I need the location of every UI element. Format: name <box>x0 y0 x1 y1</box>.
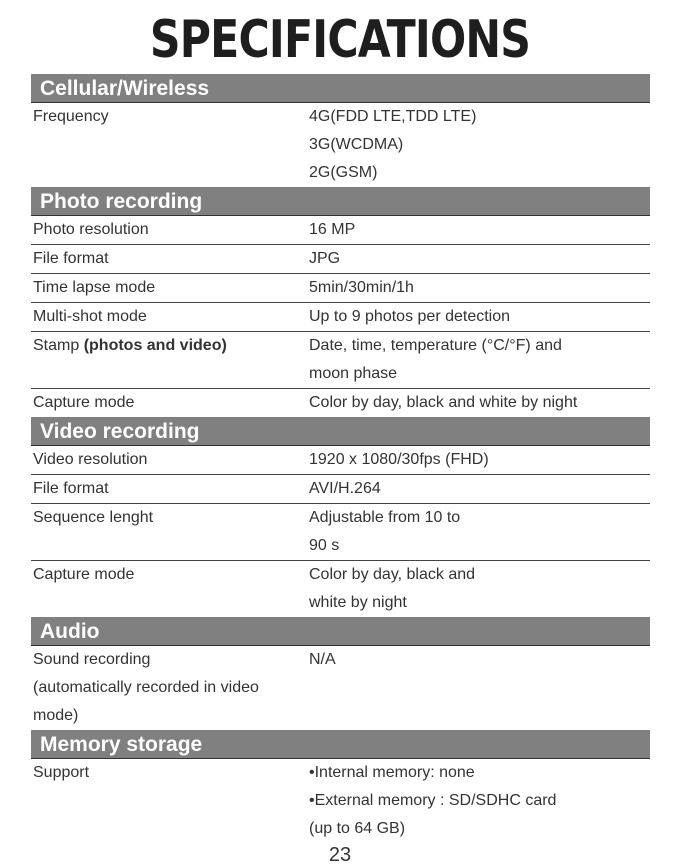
spec-value-line: Color by day, black and <box>309 566 476 583</box>
spec-value <box>309 332 650 388</box>
spec-value-line: moon phase <box>309 365 398 382</box>
spec-value-line: 3G(WCDMA) <box>309 136 404 153</box>
spec-row-frequency <box>31 103 650 187</box>
spec-row-support <box>31 759 650 843</box>
spec-value: 16 MP <box>309 221 356 238</box>
section-header-photo: Photo recording <box>31 187 650 216</box>
spec-row-photo-resolution <box>31 216 650 245</box>
spec-label-line: (automatically recorded in video <box>33 679 259 696</box>
spec-label: File format <box>33 480 109 497</box>
spec-value-line: Date, time, temperature (°C/°F) and <box>309 337 562 354</box>
spec-row-photo-capture-mode <box>31 389 650 417</box>
spec-label: Capture mode <box>33 394 135 411</box>
spec-row-sound-recording <box>31 646 650 730</box>
spec-value: 1920 x 1080/30fps (FHD) <box>309 451 489 468</box>
page-number: 23 <box>328 844 352 866</box>
page-title: SPECIFICATIONS <box>149 10 531 70</box>
spec-value: AVI/H.264 <box>309 480 381 497</box>
spec-row-video-file-format <box>31 475 650 504</box>
spec-value-line: white by night <box>309 594 407 611</box>
section-header-memory: Memory storage <box>31 730 650 759</box>
spec-row-video-resolution <box>31 446 650 475</box>
spec-label: File format <box>33 250 109 267</box>
spec-value <box>309 504 650 560</box>
section-header-audio: Audio <box>31 617 650 646</box>
spec-value-line: •Internal memory: none <box>309 764 475 781</box>
spec-label-line: Sound recording <box>33 651 151 668</box>
spec-value-line: 2G(GSM) <box>309 164 378 181</box>
spec-label-bold: (photos and video) <box>83 337 227 354</box>
spec-label: Support <box>33 764 90 781</box>
spec-label: Multi-shot mode <box>33 308 147 325</box>
spec-value-line: 90 s <box>309 537 340 554</box>
spec-label: Frequency <box>33 108 109 125</box>
spec-value-line: Adjustable from 10 to <box>309 509 461 526</box>
section-header-video: Video recording <box>31 417 650 446</box>
spec-row-time-lapse <box>31 274 650 303</box>
section-header-cellular: Cellular/Wireless <box>31 74 650 103</box>
spec-row-video-capture-mode <box>31 561 650 617</box>
spec-label: Photo resolution <box>33 221 149 238</box>
spec-value <box>309 103 650 187</box>
spec-label: Time lapse mode <box>33 279 156 296</box>
spec-value: Up to 9 photos per detection <box>309 308 511 325</box>
spec-row-multi-shot <box>31 303 650 332</box>
spec-label-line: mode) <box>33 707 79 724</box>
spec-row-photo-file-format <box>31 245 650 274</box>
spec-row-stamp <box>31 332 650 389</box>
spec-label: Video resolution <box>33 451 148 468</box>
spec-value: Color by day, black and white by night <box>309 394 578 411</box>
spec-label: Capture mode <box>33 566 135 583</box>
spec-label <box>31 332 309 388</box>
spec-value-line: •External memory : SD/SDHC card <box>309 792 557 809</box>
spec-label <box>31 646 309 730</box>
spec-value <box>309 759 650 843</box>
spec-value: 5min/30min/1h <box>309 279 414 296</box>
spec-value: JPG <box>309 250 341 267</box>
spec-label: Sequence lenght <box>33 509 154 526</box>
spec-label-text: Stamp <box>33 337 84 354</box>
spec-row-sequence-length <box>31 504 650 561</box>
spec-value-line: 4G(FDD LTE,TDD LTE) <box>309 108 477 125</box>
spec-value <box>309 561 650 617</box>
spec-value: N/A <box>309 651 336 668</box>
spec-table <box>31 74 650 843</box>
spec-value-line: (up to 64 GB) <box>309 820 406 837</box>
